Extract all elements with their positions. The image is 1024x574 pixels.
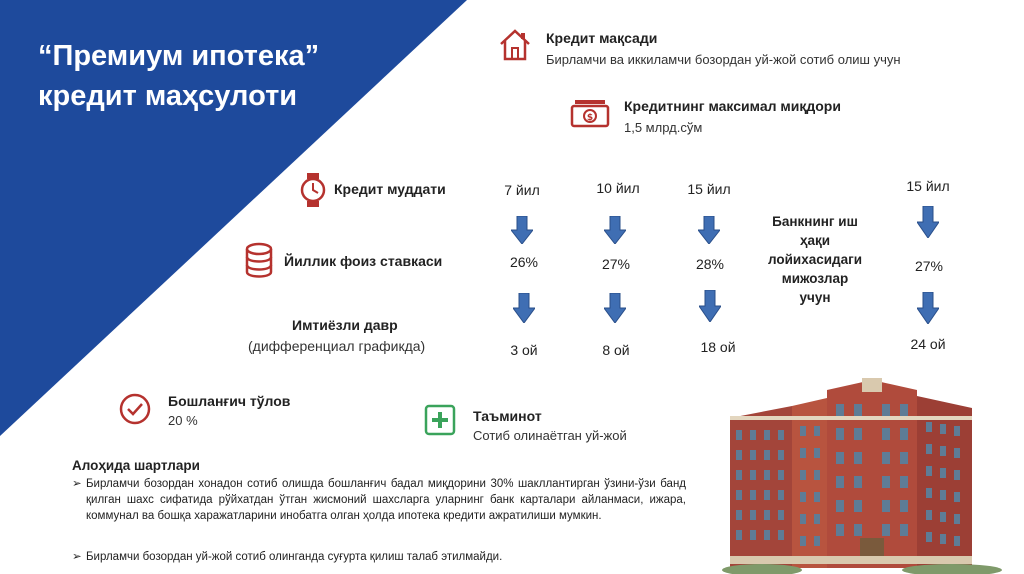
- bank-project-label-line: учун: [799, 290, 831, 305]
- medical-plus-icon: [424, 404, 456, 436]
- max-amount-label: Кредитнинг максимал миқдори: [624, 98, 841, 114]
- house-icon: [497, 27, 533, 63]
- page-title-line1: “Премиум ипотека”: [38, 40, 320, 72]
- check-circle-icon: [118, 392, 152, 426]
- rate-value-bank: 27%: [914, 258, 944, 274]
- collateral-label: Таъминот: [473, 408, 542, 424]
- max-amount-text: 1,5 млрд.сўм: [624, 120, 703, 135]
- grace-value-col3: 18 ой: [700, 339, 736, 355]
- down-arrow-icon: [917, 292, 939, 324]
- apartment-building-image: [722, 378, 1022, 574]
- conditions-item-text: Бирламчи бозордан хонадон сотиб олишда бошланғич бадал миқдорини 30% шакллантирган ўзини-ўзи банд қилган шахс сифатида рўйхатдан ўтган жисмоний шахсларга уларнинг банк карталари айланмаси, ижара, коммунал ва бошқа харажатларини инобатга олган ҳолда ипотека кредити ажратилиши мумкин.: [86, 478, 686, 522]
- bank-project-label: [760, 212, 870, 307]
- down-arrow-icon: [917, 206, 939, 238]
- rate-value-col2: 27%: [601, 256, 631, 272]
- term-value-col2: 10 йил: [596, 180, 640, 196]
- purpose-label: Кредит мақсади: [546, 30, 658, 46]
- conditions-item-text: Бирламчи бозордан уй-жой сотиб олинганда суғурта қилиш талаб этилмайди.: [86, 551, 503, 563]
- term-value-col1: 7 йил: [504, 182, 540, 198]
- down-arrow-icon: [604, 216, 626, 244]
- bank-project-label-line: мижозлар: [781, 271, 849, 286]
- down-arrow-icon: [511, 216, 533, 244]
- grace-value-bank: 24 ой: [910, 336, 946, 352]
- term-value-bank: 15 йил: [906, 178, 950, 194]
- coins-icon: [244, 242, 274, 280]
- rate-value-col1: 26%: [509, 254, 539, 270]
- arrow-bullet-icon: ➢: [72, 478, 82, 490]
- money-icon: [570, 98, 610, 130]
- grace-sub: (дифференциал графикда): [248, 338, 426, 354]
- term-label: Кредит муддати: [334, 181, 446, 197]
- page-title: [38, 36, 398, 116]
- grace-label: Имтиёзли давр: [292, 317, 398, 333]
- grace-value-col2: 8 ой: [602, 342, 630, 358]
- term-value-col3: 15 йил: [687, 181, 731, 197]
- arrow-bullet-icon: ➢: [72, 551, 82, 563]
- grace-value-col1: 3 ой: [510, 342, 538, 358]
- svg-text:$: $: [586, 113, 594, 123]
- down-arrow-icon: [513, 293, 535, 323]
- down-arrow-icon: [698, 216, 720, 244]
- bank-project-label-line: Банкнинг иш: [772, 214, 858, 229]
- conditions-title: Алоҳида шартлари: [72, 458, 200, 473]
- collateral-text: Сотиб олинаётган уй-жой: [473, 428, 627, 443]
- purpose-text: Бирламчи ва иккиламчи бозордан уй-жой сотиб олиш учун: [546, 52, 901, 67]
- conditions-item: [72, 549, 686, 565]
- down-payment-label: Бошланғич тўлов: [168, 393, 291, 409]
- bank-project-label-line: лойихасидаги: [767, 252, 863, 267]
- bank-project-label-line: ҳақи: [799, 233, 831, 248]
- rate-label: Йиллик фоиз ставкаси: [284, 253, 443, 269]
- down-arrow-icon: [699, 290, 721, 322]
- down-arrow-icon: [604, 293, 626, 323]
- watch-icon: [299, 172, 327, 208]
- conditions-item: [72, 476, 686, 524]
- page-title-line2: кредит маҳсулоти: [38, 80, 298, 112]
- down-payment-text: 20 %: [168, 413, 198, 428]
- rate-value-col3: 28%: [695, 256, 725, 272]
